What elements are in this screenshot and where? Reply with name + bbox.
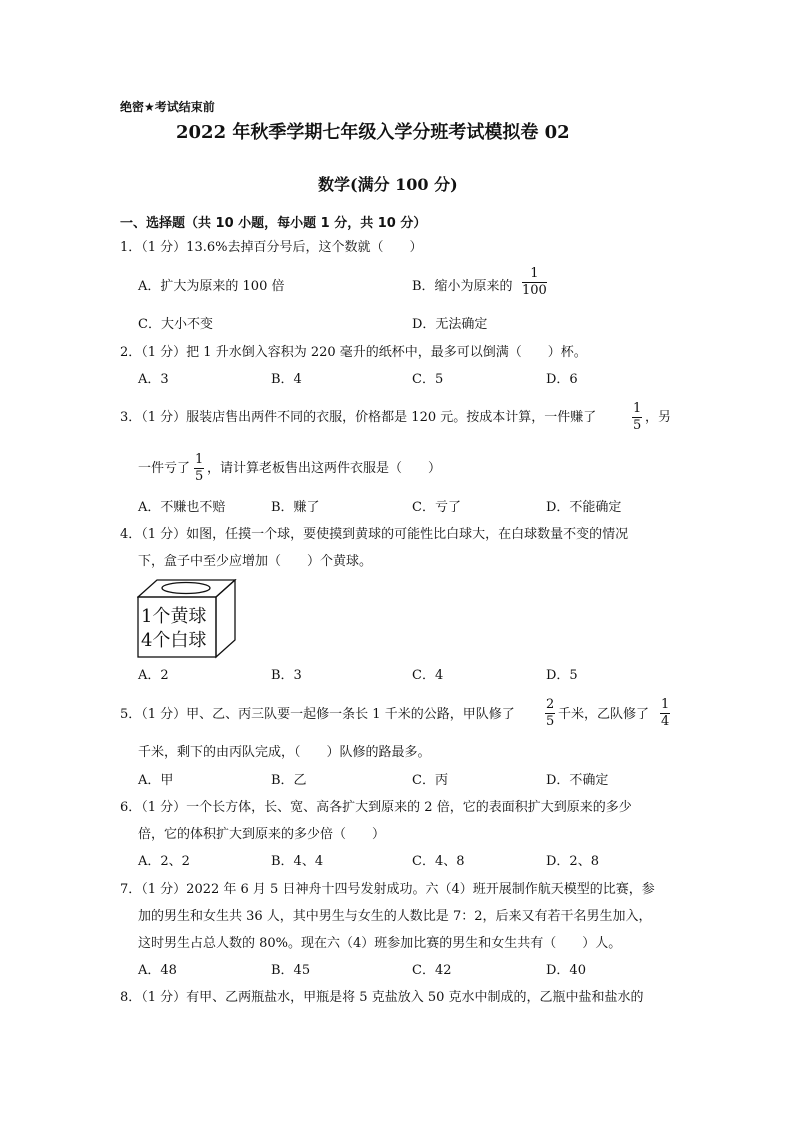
- question-1-option-d: D．无法确定: [412, 317, 488, 332]
- question-6-option-d: D．2、8: [546, 854, 599, 869]
- question-7-stem-line3: 这时男生占总人数的 80%。现在六（4）班参加比赛的男生和女生共有（ ）人。: [138, 936, 622, 951]
- question-1-option-b: B．缩小为原来的: [412, 279, 513, 294]
- question-7-option-a: A．48: [138, 963, 177, 978]
- fraction-numerator: 1: [195, 452, 204, 467]
- question-2-option-d: D．6: [546, 372, 578, 387]
- question-1-option-a: A．扩大为原来的 100 倍: [138, 279, 285, 294]
- box-label-yellow: 1个黄球: [141, 606, 207, 627]
- section-title: 一、选择题（共 10 小题，每小题 1 分，共 10 分）: [120, 216, 427, 231]
- question-3-option-a: A．不赚也不赔: [138, 500, 226, 515]
- confidential-label: 绝密★考试结束前: [120, 100, 215, 114]
- question-4-option-a: A．2: [138, 668, 169, 683]
- fraction-denominator: 5: [195, 469, 204, 484]
- question-3-stem-part2: ，另: [645, 410, 672, 425]
- question-7-option-d: D．40: [546, 963, 586, 978]
- fraction-numerator: 1: [522, 266, 547, 283]
- question-2-option-a: A．3: [138, 372, 169, 387]
- box-opening: [162, 583, 210, 594]
- fraction-denominator: 100: [522, 283, 547, 298]
- question-2-stem: 2．（1 分）把 1 升水倒入容积为 220 毫升的纸杯中，最多可以倒满（ ）杯。: [120, 345, 587, 360]
- fraction-denominator: 4: [661, 714, 670, 729]
- question-3-stem-part4: ，请计算老板售出这两件衣服是（ ）: [207, 461, 442, 476]
- question-4-stem-line2: 下，盒子中至少应增加（ ）个黄球。: [138, 554, 373, 569]
- question-3-option-c: C．亏了: [412, 500, 461, 515]
- question-6-option-c: C．4、8: [412, 854, 465, 869]
- fraction-numerator: 1: [633, 401, 642, 416]
- question-1-option-c: C．大小不变: [138, 317, 213, 332]
- box-label-white: 4个白球: [141, 630, 207, 651]
- fraction-numerator: 1: [661, 697, 670, 712]
- question-4-option-d: D．5: [546, 668, 578, 683]
- question-3-fraction-2: [194, 452, 204, 485]
- question-5-fraction-1: [545, 697, 555, 730]
- exam-title: 2022 年秋季学期七年级入学分班考试模拟卷 02: [176, 122, 570, 143]
- question-5-option-c: C．丙: [412, 773, 448, 788]
- question-7-stem-line2: 加的男生和女生共 36 人，其中男生与女生的人数比是 7：2，后来又有若干名男生加入，: [138, 909, 652, 924]
- question-5-stem-part2: 千米，乙队修了: [558, 707, 650, 722]
- fraction-denominator: 5: [546, 714, 555, 729]
- question-4-stem-line1: 4．（1 分）如图，任摸一个球，要使摸到黄球的可能性比白球大，在白球数量不变的情况: [120, 527, 629, 542]
- question-6-option-b: B．4、4: [271, 854, 324, 869]
- question-3-option-b: B．赚了: [271, 500, 320, 515]
- fraction-denominator: 5: [633, 418, 642, 433]
- fraction-numerator: 2: [546, 697, 555, 712]
- question-8-stem-line1: 8．（1 分）有甲、乙两瓶盐水，甲瓶是将 5 克盐放入 50 克水中制成的，乙瓶中盐和盐水的: [120, 990, 644, 1005]
- question-6-stem-line1: 6．（1 分）一个长方体，长、宽、高各扩大到原来的 2 倍，它的表面积扩大到原来的多少: [120, 800, 632, 815]
- question-5-stem-part1: 5．（1 分）甲、乙、丙三队要一起修一条长 1 千米的公路，甲队修了: [120, 707, 515, 722]
- question-1-fraction: [522, 266, 547, 299]
- question-5-fraction-2: [660, 697, 670, 730]
- question-3-stem-part3: 一件亏了: [138, 461, 191, 476]
- question-3-option-d: D．不能确定: [546, 500, 622, 515]
- question-6-option-a: A．2、2: [138, 854, 190, 869]
- question-5-stem-line2: 千米，剩下的由丙队完成，（ ）队修的路最多。: [138, 745, 431, 760]
- question-3-fraction-1: [632, 401, 642, 434]
- question-5-option-a: A．甲: [138, 773, 174, 788]
- exam-subtitle: 数学(满分 100 分): [318, 175, 458, 194]
- question-6-stem-line2: 倍，它的体积扩大到原来的多少倍（ ）: [138, 827, 386, 842]
- question-2-option-c: C．5: [412, 372, 444, 387]
- question-7-option-b: B．45: [271, 963, 311, 978]
- question-3-stem-part1: 3．（1 分）服装店售出两件不同的衣服，价格都是 120 元。按成本计算，一件赚了: [120, 410, 597, 425]
- question-7-stem-line1: 7．（1 分）2022 年 6 月 5 日神舟十四号发射成功。六（4）班开展制作航天模型的比赛，参: [120, 882, 655, 897]
- question-4-option-b: B．3: [271, 668, 302, 683]
- question-2-option-b: B．4: [271, 372, 302, 387]
- box-side-face: [216, 580, 235, 657]
- question-5-option-b: B．乙: [271, 773, 307, 788]
- question-7-option-c: C．42: [412, 963, 452, 978]
- question-4-option-c: C．4: [412, 668, 444, 683]
- question-5-option-d: D．不确定: [546, 773, 609, 788]
- question-1-stem: 1．（1 分）13.6%去掉百分号后，这个数就（ ）: [120, 240, 423, 255]
